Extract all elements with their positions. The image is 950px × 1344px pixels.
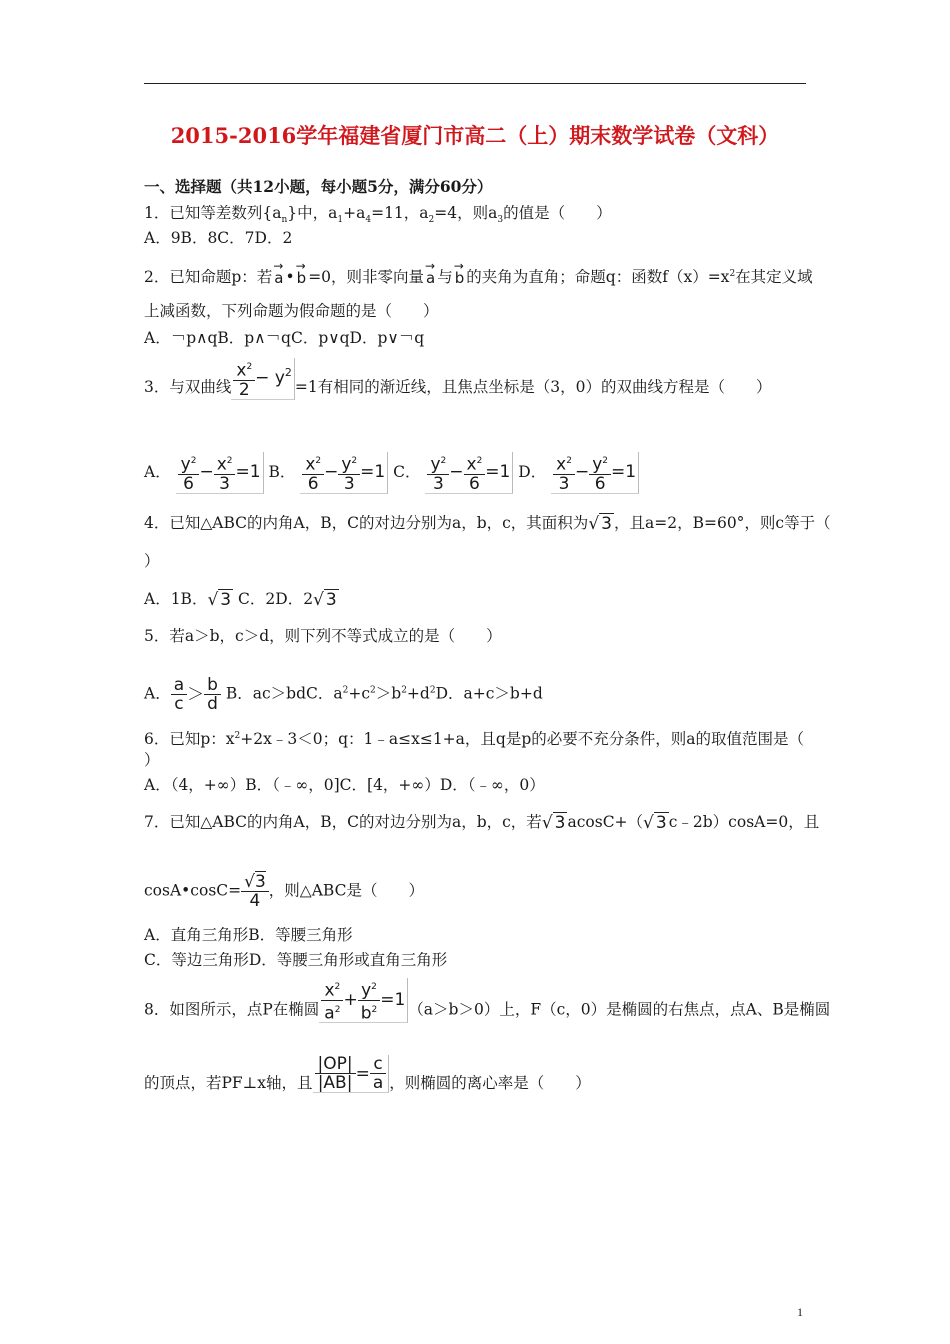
question-7-options-cd: C．等边三角形D．等腰三角形或直角三角形	[144, 951, 448, 969]
question-2-line2: 上减函数，下列命题为假命题的是（ ）	[144, 302, 439, 320]
question-8: 8．如图所示，点P在椭圆 $\frac{x^2}{a^2}$ + $\frac{y^2}{b^2}$ =1 （a＞b＞0）上，F（c，0）是椭圆的右焦点，点A、B是椭圆	[144, 998, 830, 1023]
header-rule	[144, 83, 806, 84]
option-b-equation: $\frac{x^2}{6}$ − $\frac{y^2}{3}$ =1	[300, 452, 388, 494]
sqrt-3: √ 3	[588, 514, 612, 534]
question-1-options: A．9B．8C．7D．2	[144, 229, 293, 247]
question-1: 1．已知等差数列$\{a_n\}$中，$a_1+a_4=11$，$a_2=4$，则$a_3$的值是（ ）	[144, 204, 612, 226]
option-a-equation: $\frac{y^2}{6}$ − $\frac{x^2}{3}$ =1	[176, 452, 264, 494]
question-2: 2．已知命题p：若→ a •→ b =0，则非零向量→ a 与→ b 的夹角为直角；命题q：函数$f(x)=x^2$在其定义域	[144, 264, 813, 288]
vector-a: → a	[272, 268, 285, 288]
question-3: 3．与双曲线 $\frac{x^2}{2}$ − $y^2=1$有相同的渐近线，且焦点坐标是（3，0）的双曲线方程是（ ）	[144, 376, 771, 400]
question-5: 5．若a＞b，c＞d，则下列不等式成立的是（ ）	[144, 627, 502, 645]
question-7-line2: cosA•cosC= $\frac{√3}{4}$ ，则△ABC是（ ）	[144, 872, 424, 911]
section-heading: 一、选择题（共12小题，每小题5分，满分60分）	[144, 177, 493, 196]
question-2-options: A．￢p∧qB．p∧￢qC．p∨qD．p∨￢q	[144, 329, 425, 347]
question-6: 6．已知p：$x^2+2x﹣3<0$；q：1﹣a≤x≤1+a，且q是p的必要不充分条件，则a的取值范围是（	[144, 730, 804, 749]
question-5-options: A． $\frac{a}{c}$ ＞ $\frac{b}{d}$ B．ac＞bdC．$a^2+c^2>b^2+d^2D$．a+c＞b+d	[144, 675, 543, 714]
question-4: 4．已知△ABC的内角A，B，C的对边分别为a，b，c，其面积为√ 3 ，且a=2，B=60°，则c等于（	[144, 514, 831, 534]
question-6-options: A．（4，+∞）B．（﹣∞，0]C．[4，+∞）D．（﹣∞，0）	[144, 776, 545, 794]
page-number: 1	[797, 1305, 803, 1319]
question-4-options: A．1B．√ 3 C．2D．2√ 3	[144, 590, 337, 610]
option-d-equation: $\frac{x^2}{3}$ − $\frac{y^2}{6}$ =1	[551, 452, 639, 494]
page-title: 2015-2016学年福建省厦门市高二（上）期末数学试卷（文科）	[170, 123, 780, 148]
vector-a-2: → a	[424, 268, 437, 288]
question-7: 7．已知△ABC的内角A，B，C的对边分别为a，b，c，若√ 3 acosC+（√ 3 c﹣2b）cosA=0，且	[144, 813, 820, 833]
question-4-line2: ）	[144, 552, 160, 570]
vector-b: → b	[295, 268, 309, 288]
question-3-options: A． $\frac{y^2}{6}$ − $\frac{x^2}{3}$ =1 B． $\frac{x^2}{6}$ − $\frac{y^2}{3}$ =1 C． $\frac{y^2}{3}$ − $\frac{x^2}{6}$ =1 D． $\frac{x^2}{3}$ − $\frac{y^2}{6}$ =1	[144, 452, 639, 494]
question-7-options-ab: A．直角三角形B．等腰三角形	[144, 926, 353, 944]
question-8-line2: 的顶点，若PF⊥x轴，且 $\frac{|OP|}{|AB|}$ = $\frac{c}{a}$ ，则椭圆的离心率是（ ）	[144, 1054, 591, 1093]
vector-b-2: → b	[453, 268, 467, 288]
option-c-equation: $\frac{y^2}{3}$ − $\frac{x^2}{6}$ =1	[425, 452, 513, 494]
question-6-line2: ）	[144, 751, 160, 769]
